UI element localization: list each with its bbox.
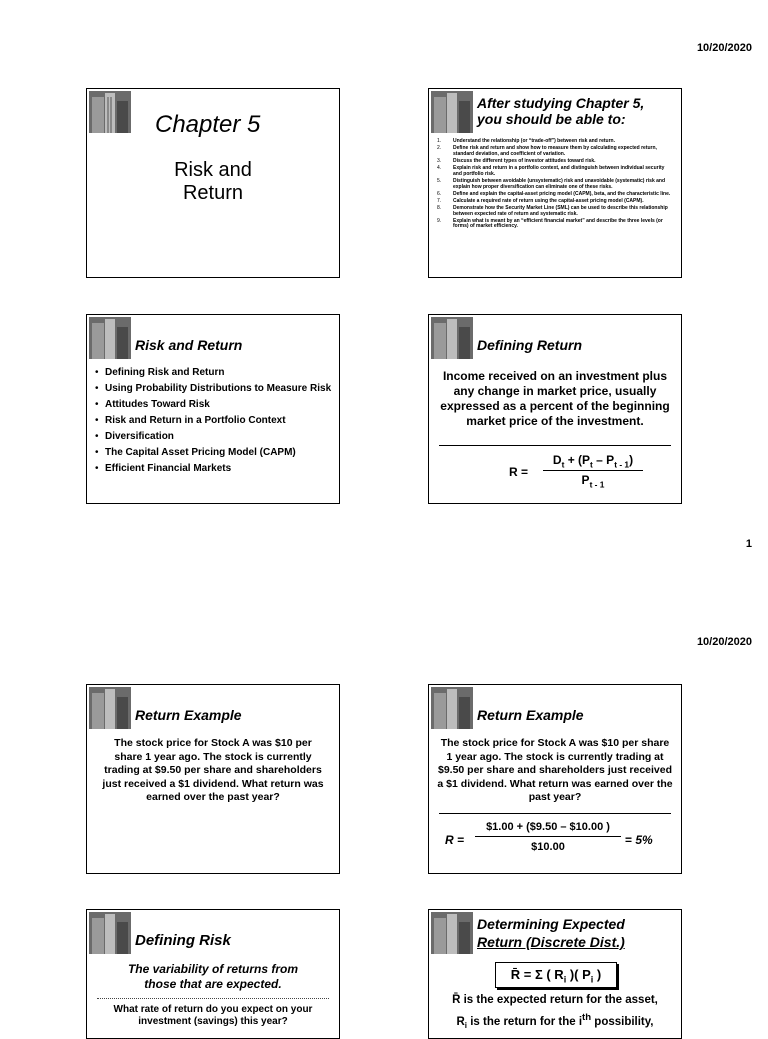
slide-expected-return [428, 909, 682, 1039]
outline-item: • Risk and Return in a Portfolio Context [95, 415, 333, 426]
building-thumbnail-icon [431, 687, 473, 729]
slide-risk-and-return-outline [86, 314, 340, 504]
outline-item: • The Capital Asset Pricing Model (CAPM) [95, 447, 333, 458]
objective-item: 5. Distinguish between avoidable (unsystematic) risk and unavoidable (systematic) risk and explain how proper diversification can eliminate one of these risks. [437, 177, 666, 190]
objective-item: 2. Define risk and return and show how to measure them by calculating expected return, standard deviation, and coefficient of variation. [437, 145, 657, 157]
outline-item: • Attitudes Toward Risk [95, 399, 333, 410]
outline-item: • Diversification [95, 431, 333, 442]
building-thumbnail-icon [431, 912, 473, 954]
objectives-title-line2: you should be able to: [477, 111, 626, 127]
chapter-heading: Chapter 5 [155, 111, 261, 138]
outline-item: • Using Probability Distributions to Measure Risk [95, 383, 333, 394]
return-definition: Income received on an investment plus any change in market price, usually expressed as a percent of the beginning market price of the investment. [440, 369, 670, 428]
example-text: The stock price for Stock A was $10 per share 1 year ago. The stock is currently trading at $9.50 per share and shareholders just received a $1 dividend. What return was earned over the past year? [437, 737, 673, 803]
slide-title: Return Example [477, 707, 584, 723]
objective-item: 7. Calculate a required rate of return using the capital-asset pricing model (CAPM). [437, 197, 644, 204]
slide-title: Return Example [135, 707, 242, 723]
expected-return-definition: R̄ is the expected return for the asset, $R_i$ is the return for the $i^{th}$ possibility, [452, 994, 658, 1031]
expected-return-formula: R̄ = Σ ( $R_i$ )( $P_i$ ) [495, 962, 617, 988]
slide-title: Risk and Return [135, 337, 243, 353]
slide-title: Defining Risk [135, 932, 231, 949]
page-number: 1 [745, 538, 752, 550]
objective-item: 1. Understand the relationship (or “trade-off”) between risk and return. [437, 138, 615, 144]
page-date-2: 10/20/2020 [696, 636, 752, 648]
slide-chapter-title [86, 88, 340, 278]
outline-item: • Defining Risk and Return [95, 367, 333, 378]
slide-title: Defining Return [477, 337, 582, 353]
risk-question: What rate of return do you expect on your investment (savings) this year? [113, 1004, 313, 1027]
slide-return-example-solution [428, 684, 682, 874]
building-thumbnail-icon [89, 912, 131, 954]
page-date: 10/20/2020 [696, 42, 752, 54]
return-formula: R = $D_t + (P_t - P_{t - 1})$ $P_{t - 1}$ [509, 453, 669, 493]
slide-defining-risk [86, 909, 340, 1039]
objective-item: 8. Demonstrate how the Security Market Line (SML) can be used to describe this relationship between expected rate of return and systematic risk. [437, 205, 668, 217]
building-thumbnail-icon [431, 317, 473, 359]
building-thumbnail-icon [89, 317, 131, 359]
objective-item: 4. Explain risk and return in a portfolio context, and distinguish between individual security and portfolio risk. [437, 165, 665, 177]
slide-return-example [86, 684, 340, 874]
objectives-list [437, 139, 673, 232]
objective-item: 6. Define and explain the capital-asset pricing model (CAPM), beta, and the characteristic line. [437, 190, 671, 197]
building-thumbnail-icon [89, 91, 131, 133]
chapter-subtitle-line1: Risk and [174, 159, 252, 181]
example-formula: R = $1.00 + ($9.50 – $10.00 ) $10.00 = 5% [445, 821, 653, 853]
objectives-title-line1: After studying Chapter 5, [477, 95, 645, 111]
risk-definition: The variability of returns from those that are expected. [127, 962, 299, 991]
slide-defining-return [428, 314, 682, 504]
objective-item: 3. Discuss the different types of investor attitudes toward risk. [437, 157, 596, 164]
expected-return-title-line2: Return (Discrete Dist.) [477, 934, 625, 950]
chapter-subtitle-line2: Return [182, 182, 244, 204]
example-text: The stock price for Stock A was $10 per share 1 year ago. The stock is currently trading at $9.50 per share and shareholders just received a $1 dividend. What return was earned over the past year? [102, 737, 324, 803]
outline-list [95, 367, 333, 479]
outline-item: • Efficient Financial Markets [95, 463, 333, 474]
objective-item: 9. Explain what is meant by an “efficient financial market” and describe the three levels (or forms) of market efficiency. [437, 217, 663, 230]
expected-return-title-line1: Determining Expected [477, 916, 625, 932]
building-thumbnail-icon [431, 91, 473, 133]
slide-objectives [428, 88, 682, 278]
building-thumbnail-icon [89, 687, 131, 729]
